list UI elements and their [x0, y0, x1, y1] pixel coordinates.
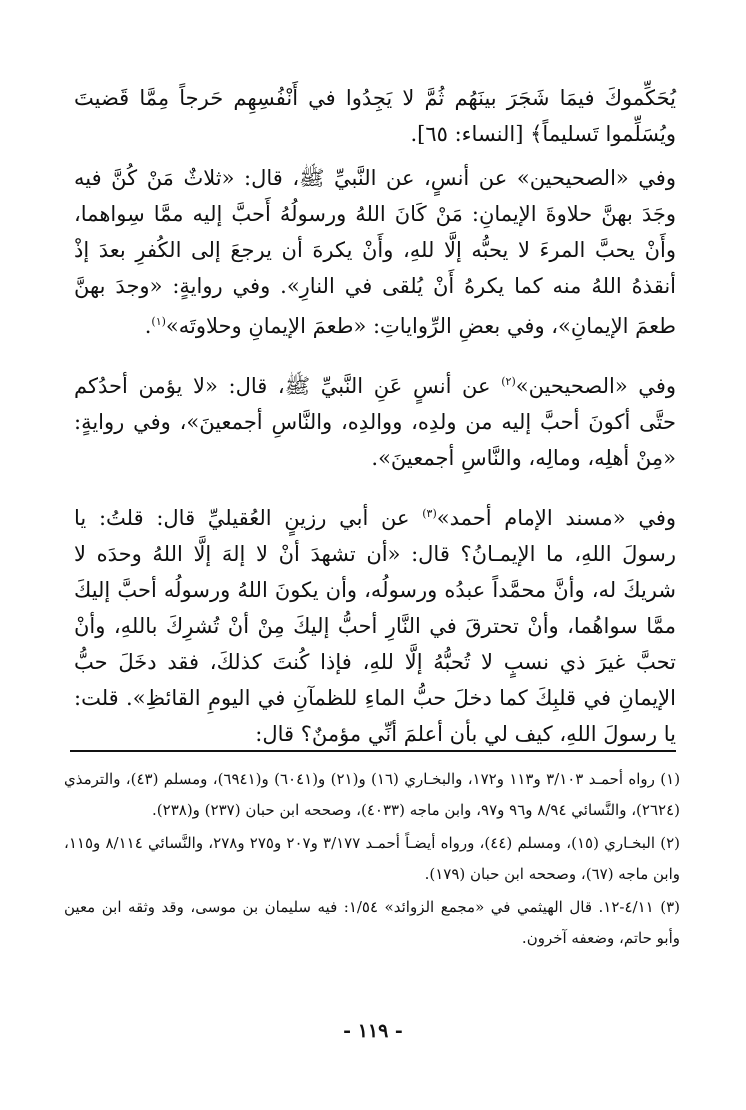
hadith-1-text: وفي «الصحيحين» عن أنسٍ، عن النَّبيِّ ﷺ، قال: «ثلاثٌ مَنْ كُنَّ فيه وجَدَ بهنَّ حلاوةَ الإيمانِ: مَنْ كَانَ اللهُ ورسولُهُ أَحبَّ إليه ممَّا سِواهما، وأَنْ يحبَّ المرءَ لا يحبُّه إلَّا للهِ، وأَنْ يكرهَ أن يرجعَ إلى الكُفرِ بعدَ إذْ أنقذهُ اللهُ منه كما يكرهُ أَنْ يُلقى في النارِ». وفي روايةٍ: «وجدَ بهنَّ طعمَ الإيمانِ»، وفي بعضِ الرِّواياتِ: «طعمَ الإيمانِ وحلاوتَه»: [74, 166, 676, 338]
hadith-paragraph-3: [74, 496, 676, 752]
hadith-3-text: عن أبي رزينٍ العُقيليِّ قال: قلتُ: يا رسولَ اللهِ، ما الإيمـانُ؟ قال: «أن تشهدَ أنْ لا إلهَ إلَّا اللهُ وحدَه لا شريكَ له، وأنَّ محمَّداً عبدُه ورسولُه، وأن يكونَ اللهُ ورسولُه أحبَّ إليكَ ممَّا سواهُما، وأنْ تحترقَ في النَّارِ أحبُّ إليكَ مِنْ أنْ تُشرِكَ باللهِ، وأنْ تحبَّ غيرَ ذي نسبٍ لا تُحبُّهُ إلَّا للهِ، فإذا كُنتَ كذلكَ، فقد دخَلَ حبُّ الإيمانِ في قلبِكَ كما دخلَ حبُّ الماءِ للظمآنِ في اليومِ القائظِ». قلت: يا رسولَ اللهِ، كيف لي بأن أعلمَ أنِّي مؤمنٌ؟ قال:: [74, 506, 676, 746]
hadith-2-source: وفي «الصحيحين»: [515, 374, 676, 398]
footnote-separator: [70, 750, 676, 752]
footnote-1: (١) رواه أحمـد ٣/١٠٣ و١١٣ و١٧٢، والبخـاري (١٦) و(٢١) و(٦٠٤١) و(٦٩٤١)، ومسلم (٤٣)، والترمذي (٢٦٢٤)، والنَّسائي ٨/٩٤ و٩٦ و٩٧، وابن ماجه (٤٠٣٣)، وصححه ابن حبان (٢٣٧) و(٢٣٨).: [64, 770, 681, 819]
footnote-ref-3[interactable]: (٣): [422, 507, 437, 520]
footnote-2: (٢) البخـاري (١٥)، ومسلم (٤٤)، ورواه أيضـاً أحمـد ٣/١٧٧ و٢٠٧ و٢٧٥ و٢٧٨، والنَّسائي ٨/١١٤ و١١٥، وابن ماجه (٦٧)، وصححه ابن حبان (١٧٩).: [64, 834, 681, 883]
hadith-1-end: .: [144, 314, 152, 338]
main-text: [74, 80, 676, 772]
footnote-ref-1[interactable]: (١): [151, 315, 166, 328]
page-number: - ١١٩ -: [343, 1020, 403, 1042]
quran-verse-continuation: يُحَكِّموكَ فيمَا شَجَرَ بينَهُم ثُمَّ لا يَجِدُوا في أَنْفُسِهِم حَرجاً مِمَّا قَضيتَ ويُسَلِّموا تَسليماً﴾ [النساء: ٦٥].: [74, 86, 676, 146]
footnote-ref-2[interactable]: (٢): [501, 375, 516, 388]
hadith-2-text: عن أنسٍ عَنِ النَّبيِّ ﷺ، قال: «لا يؤمن أحدُكم حتَّى أكونَ أحبَّ إليه من ولدِه، ووالدِه، والنَّاسِ أجمعينَ»، وفي روايةٍ: «مِنْ أهلِه، ومالِه، والنَّاسِ أجمعينَ».: [74, 374, 676, 470]
hadith-paragraph-2: [74, 364, 676, 476]
footnote-3: (٣) ٤/١١-١٢. قال الهيثمي في «مجمع الزوائد» ١/٥٤: فيه سليمان بن موسى، وقد وثقه ابن معين وأبو حاتم، وضعفه آخرون.: [64, 898, 681, 947]
hadith-3-source: وفي «مسند الإمام أحمد»: [436, 506, 677, 530]
footnotes: [64, 764, 680, 956]
hadith-paragraph-1: [74, 160, 676, 344]
